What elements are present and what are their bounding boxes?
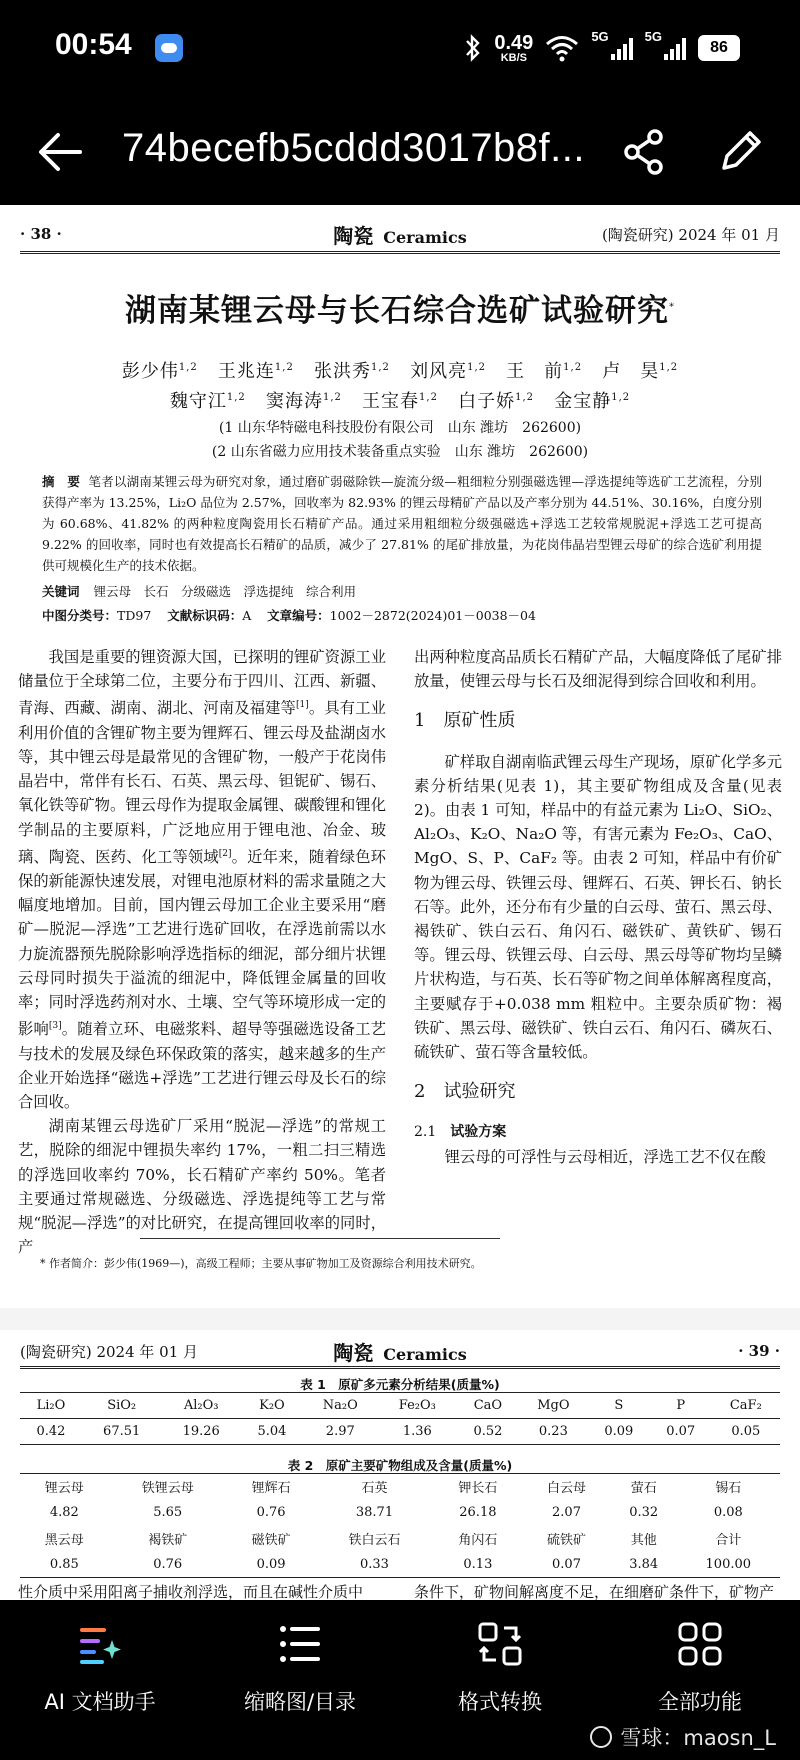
footnote-rule xyxy=(140,1238,500,1239)
cut-off-text-left: 性介质中采用阳离子捕收剂浮选，而且在碱性介质中 xyxy=(18,1583,364,1600)
journal-name: 陶瓷 Ceramics xyxy=(333,223,467,248)
all-functions-icon xyxy=(676,1620,724,1668)
authors-line-1: 彭少伟$^{1,2}$ 王兆连$^{1,2}$ 张洪秀$^{1,2}$ 刘风亮$^{1,2}$ 王 前$^{1,2}$ 卢 昊$^{1,2}$ xyxy=(121,361,679,382)
status-time: 00:54 xyxy=(55,28,132,61)
table-cell: CaO xyxy=(457,1393,519,1419)
status-bar xyxy=(0,0,800,100)
all-functions-button[interactable] xyxy=(600,1620,800,1716)
table-cell: P xyxy=(650,1393,712,1419)
table-cell: 其他 xyxy=(630,1533,657,1548)
keywords: 关键词 锂云母 长石 分级磁选 浮选提纯 综合利用 xyxy=(42,584,357,599)
status-icons xyxy=(464,28,740,68)
table-cell: 硫铁矿 xyxy=(546,1533,586,1548)
signal-sim1: 5G xyxy=(591,36,632,60)
table-cell: 0.32 xyxy=(629,1505,659,1520)
page-separator xyxy=(0,1308,800,1330)
document-title: 74becefb5cddd3017b8f... xyxy=(122,126,586,170)
nav-label: AI 文档助手 xyxy=(44,1690,156,1714)
footnote: * 作者简介：彭少伟(1969—)，高级工程师；主要从事矿物加工及资源综合利用技术研究。 xyxy=(40,1257,482,1270)
table-cell: 0.05 xyxy=(712,1419,780,1445)
journal-name: 陶瓷 Ceramics xyxy=(333,1340,467,1365)
table-cell: 角闪石 xyxy=(458,1533,498,1548)
bottom-toolbar xyxy=(0,1600,800,1760)
table-cell: 0.08 xyxy=(713,1505,743,1520)
table-2 xyxy=(20,1473,780,1578)
wifi-icon xyxy=(545,34,579,62)
table-cell: 0.33 xyxy=(315,1552,433,1578)
table-cell: MgO xyxy=(519,1393,588,1419)
table-cell: Al₂O₃ xyxy=(161,1393,241,1419)
table-cell: 黑云母 xyxy=(44,1533,84,1548)
paper-title: 湖南某锂云母与长石综合选矿试验研究* xyxy=(125,293,675,329)
table-cell: K₂O xyxy=(241,1393,303,1419)
table-row xyxy=(20,1500,780,1526)
table-row xyxy=(20,1552,780,1578)
table-cell: S xyxy=(588,1393,650,1419)
page-number: · 39 · xyxy=(738,1342,780,1360)
battery-icon: 86 xyxy=(698,35,740,61)
table-cell: CaF₂ xyxy=(712,1393,780,1419)
table-cell: 0.09 xyxy=(227,1552,316,1578)
table-cell: 67.51 xyxy=(82,1419,162,1445)
cut-off-text-right: 条件下，矿物间解离度不足，在细磨矿条件下，矿物产 xyxy=(414,1583,775,1600)
signal-sim2: 5G xyxy=(645,36,686,60)
table-cell: 0.13 xyxy=(434,1552,523,1578)
affiliation-1: (1 山东华特磁电科技股份有限公司 山东 潍坊 262600) xyxy=(218,420,582,436)
thumbnail-list-icon xyxy=(276,1620,324,1668)
subsection-heading-2-1: 2.1 试验方案 xyxy=(414,1124,507,1141)
table-cell: 0.76 xyxy=(109,1552,227,1578)
table-cell: 铁白云石 xyxy=(348,1533,401,1548)
nav-label: 全部功能 xyxy=(658,1690,742,1714)
table-cell: 0.07 xyxy=(522,1552,611,1578)
watermark: 雪球：maosn_L xyxy=(590,1722,776,1752)
thumbnail-list-button[interactable] xyxy=(200,1620,400,1716)
table-cell: 0.07 xyxy=(650,1419,712,1445)
table-cell: 0.76 xyxy=(256,1505,286,1520)
back-arrow-icon[interactable] xyxy=(32,122,92,182)
snowball-logo-icon xyxy=(590,1726,612,1748)
table-cell: 萤石 xyxy=(611,1474,677,1500)
abstract: 摘 要 笔者以湖南某锂云母为研究对象，通过磨矿弱磁除铁—旋流分级—粗细粒分别强磁选锂—浮选提纯等选矿工艺流程，分别获得产率为 13.25%，Li₂O 品位为 2.57%，回收率为 82.93% 的锂云母精矿产品以及产率分别为 44.51%、30.16%，白度分别为 60.68%、41.82% 的两种粒度陶瓷用长石精矿产品。通过采用粗细粒分级强磁选+浮选工艺较常规脱泥+浮选工艺可提高 9.22% 的回收率，同时也有效提高长石精矿的品质，减少了 27.81% 的尾矿排放量，为花岗伟晶岩型锂云母矿的综合选矿利用提供可规模化生产的技术依据。 xyxy=(42,474,762,573)
paragraph: 出两种粒度高品质长石精矿产品，大幅度降低了尾矿排放量，使锂云母与长石及细泥得到综合回收和利用。 xyxy=(414,648,782,691)
bluetooth-icon xyxy=(464,34,482,62)
affiliation-2: (2 山东省磁力应用技术装备重点实验 山东 潍坊 262600) xyxy=(211,444,589,460)
paragraph: 锂云母的可浮性与云母相近，浮选工艺不仅在酸 xyxy=(444,1147,766,1166)
table-cell: 0.52 xyxy=(457,1419,519,1445)
header-rule xyxy=(20,1366,780,1369)
table-cell: SiO₂ xyxy=(82,1393,162,1419)
table-header-row xyxy=(20,1474,780,1500)
nav-label: 格式转换 xyxy=(458,1690,542,1714)
table-cell: 铁锂云母 xyxy=(109,1474,227,1500)
table-header-row xyxy=(20,1393,780,1419)
table-cell: 5.65 xyxy=(153,1505,183,1520)
table-cell: 38.71 xyxy=(355,1505,394,1520)
table-cell: 0.23 xyxy=(519,1419,588,1445)
table-row xyxy=(20,1419,780,1445)
ai-assistant-button[interactable] xyxy=(0,1620,200,1716)
table-cell: 锡石 xyxy=(677,1474,780,1500)
journal-issue: (陶瓷研究) 2024 年 01 月 xyxy=(20,1342,199,1361)
table-cell: 3.84 xyxy=(611,1552,677,1578)
table-cell: 0.42 xyxy=(20,1419,82,1445)
document-toolbar xyxy=(0,100,800,205)
table-cell: 26.18 xyxy=(459,1505,497,1520)
notification-app-icon xyxy=(155,34,183,62)
journal-issue: (陶瓷研究) 2024 年 01 月 xyxy=(601,225,780,244)
paragraph: 我国是重要的锂资源大国，已探明的锂矿资源工业储量位于全球第二位，主要分布于四川、江西、新疆、青海、西藏、湖南、湖北、河南及福建等[1]。具有工业利用价值的含锂矿物主要为锂辉石、锂云母及盐湖卤水等，其中锂云母是最常见的含锂矿物，一般产于花岗伟晶岩中，常伴有长石、石英、黑云母、钽铌矿、锡石、氧化铁等矿物。锂云母作为提取金属锂、碳酸锂和锂化学制品的主要原料，广泛地应用于锂电池、冶金、玻璃、陶瓷、医药、化工等领域[2]。近年来，随着绿色环保的新能源快速发展，对锂电池原材料的需求量随之大幅度地增加。目前，国内锂云母加工企业主要采用“磨矿—脱泥—浮选”工艺进行选矿回收，在浮选前需以水力旋流器预先脱除影响浮选指标的细泥，部分细片状锂云母同时损失于溢流的细泥中，降低锂金属量的回收率；同时浮选药剂对水、土壤、空气等环境形成一定的影响[3]。随着立环、电磁浆料、超导等强磁选设备工艺与技术的发展及绿色环保政策的落实，越来越多的生产企业开始选择“磁选+浮选”工艺进行锂云母及长石的综合回收。 xyxy=(18,648,386,1111)
paragraph: 湖南某锂云母选矿厂采用“脱泥—浮选”的常规工艺，脱除的细泥中锂损失率约 17%，一粗二扫三精选的浮选回收率约 70%，长石精矿产率约 50%。笔者主要通过常规磁选、分级磁选、浮选提纯等工艺与常规“脱泥—浮选”的对比研究，在提高锂回收率的同时，产 xyxy=(18,1117,386,1257)
table-cell: 2.07 xyxy=(552,1505,581,1520)
share-icon[interactable] xyxy=(615,122,675,182)
table2-caption: 表 2 原矿主要矿物组成及含量(质量%) xyxy=(287,1458,513,1473)
page-header xyxy=(20,219,780,249)
table-cell: Fe₂O₃ xyxy=(378,1393,457,1419)
table-cell: 锂辉石 xyxy=(227,1474,316,1500)
table-cell: 石英 xyxy=(315,1474,433,1500)
authors-line-2: 魏守江$^{1,2}$ 窦海涛$^{1,2}$ 王宝春$^{1,2}$ 白子娇$^{1,2}$ 金宝静$^{1,2}$ xyxy=(169,391,631,412)
header-rule xyxy=(20,251,780,254)
paragraph: 矿样取自湖南临武锂云母生产现场，原矿化学多元素分析结果(见表 1)，其主要矿物组成及含量(见表 2)。由表 1 可知，样品中的有益元素为 Li₂O、SiO₂、Al₂O₃、K₂O、Na₂O 等，有害元素为 Fe₂O₃、CaO、MgO、S、P、CaF₂ 等。由表 2 可知，样品中有价矿物为锂云母、铁锂云母、锂辉石、石英、钾长石、钠长石等。此外，还分布有少量的白云母、萤石、黑云母、褐铁矿、铁白云石、角闪石、磁铁矿、黄铁矿、锡石等。锂云母、铁锂云母、白云母、黑云母等矿物均呈鳞片状构造，与石英、长石等矿物之间单体解离程度高，主要赋存于+0.038 mm 粗粒中。主要杂质矿物：褐铁矿、黑云母、磁铁矿、铁白云石、角闪石、磷灰石、硫铁矿、萤石等含量较低。 xyxy=(414,752,782,1062)
table-cell: 4.82 xyxy=(49,1505,79,1520)
body-left-column xyxy=(18,645,386,1259)
table-cell: 5.04 xyxy=(241,1419,303,1445)
edit-pencil-icon[interactable] xyxy=(710,122,770,182)
table-cell: 0.85 xyxy=(20,1552,109,1578)
table-cell: 白云母 xyxy=(522,1474,611,1500)
table-cell: 2.97 xyxy=(303,1419,378,1445)
table-cell: Na₂O xyxy=(303,1393,378,1419)
body-right-column xyxy=(414,645,782,1169)
classification: 中图分类号：TD97 文献标识码：A 文章编号：1002－2872(2024)01－0038－04 xyxy=(42,608,536,623)
signal-bars-icon xyxy=(611,36,633,60)
nav-label: 缩略图/目录 xyxy=(243,1690,357,1714)
table-cell: 锂云母 xyxy=(20,1474,109,1500)
section-heading-1: 1 原矿性质 xyxy=(414,710,516,732)
table-cell: 磁铁矿 xyxy=(251,1533,291,1548)
table-cell: Li₂O xyxy=(20,1393,82,1419)
signal-bars-icon xyxy=(664,36,686,60)
document-viewer[interactable] xyxy=(0,205,800,1600)
table-cell: 合计 xyxy=(715,1533,742,1548)
table-cell: 0.09 xyxy=(588,1419,650,1445)
table1-caption: 表 1 原矿多元素分析结果(质量%) xyxy=(300,1377,500,1392)
table-cell: 褐铁矿 xyxy=(148,1533,188,1548)
section-heading-2: 2 试验研究 xyxy=(414,1081,516,1103)
net-speed: 0.49 KB/S xyxy=(494,31,534,64)
table-header-row xyxy=(20,1526,780,1552)
table-cell: 100.00 xyxy=(677,1552,780,1578)
page-number: · 38 · xyxy=(20,225,62,243)
table-cell: 钾长石 xyxy=(434,1474,523,1500)
format-convert-button[interactable] xyxy=(400,1620,600,1716)
table-1 xyxy=(20,1392,780,1445)
ai-assistant-icon xyxy=(76,1620,124,1668)
page-header xyxy=(20,1336,780,1366)
format-convert-icon xyxy=(476,1620,524,1668)
table-cell: 19.26 xyxy=(161,1419,241,1445)
table-cell: 1.36 xyxy=(378,1419,457,1445)
